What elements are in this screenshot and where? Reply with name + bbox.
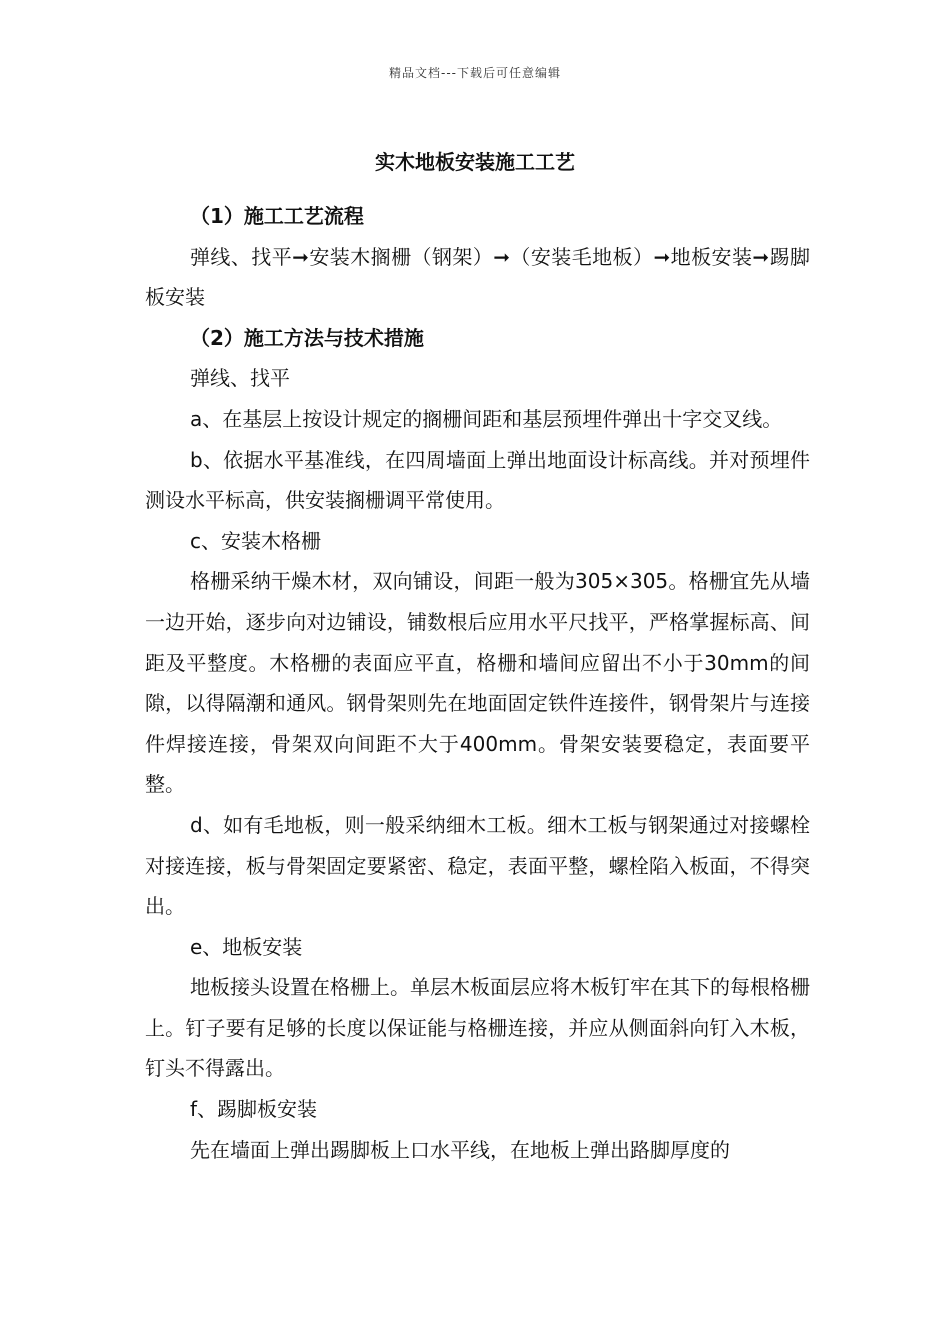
section-heading-methods: （2）施工方法与技术措施 (190, 325, 424, 350)
paragraph-item-b: b、依据水平基准线，在四周墙面上弹出地面设计标高线。并对预埋件测设水平标高，供安装搁栅调平常使用。 (145, 447, 810, 513)
page-header: 精品文档---下载后可任意编辑 (389, 66, 561, 80)
paragraph-process-flow: 弹线、找平➞安装木搁栅（钢架）➞（安装毛地板）➞地板安装➞踢脚板安装 (145, 244, 810, 310)
paragraph-step-marking: 弹线、找平 (190, 366, 290, 391)
paragraph-item-e-body: 地板接头设置在格栅上。单层木板面层应将木板钉牢在其下的每根格栅上。钉子要有足够的长度以保证能与格栅连接，并应从侧面斜向钉入木板，钉头不得露出。 (145, 975, 810, 1081)
paragraph-item-c: c、安装木格栅 (190, 528, 321, 553)
paragraph-item-a: a、在基层上按设计规定的搁栅间距和基层预埋件弹出十字交叉线。 (190, 406, 783, 431)
document-body (145, 196, 810, 1170)
paragraph-item-f-body: 先在墙面上弹出踢脚板上口水平线，在地板上弹出路脚厚度的 (190, 1137, 730, 1162)
section-heading-process: （1）施工工艺流程 (190, 204, 364, 228)
paragraph-item-e: e、地板安装 (190, 934, 303, 959)
document-title: 实木地板安装施工工艺 (375, 150, 575, 174)
paragraph-item-d: d、如有毛地板，则一般采纳细木工板。细木工板与钢架通过对接螺栓对接连接，板与骨架固定要紧密、稳定，表面平整，螺栓陷入板面，不得突出。 (145, 812, 810, 919)
paragraph-item-f: f、踢脚板安装 (190, 1097, 318, 1122)
paragraph-item-c-body: 格栅采纳干燥木材，双向铺设，间距一般为305×305。格栅宜先从墙一边开始，逐步向对边铺设，铺数根后应用水平尺找平，严格掌握标高、间距及平整度。木格栅的表面应平直，格栅和墙间应留出不小于30mm的间隙，以得隔潮和通风。钢骨架则先在地面固定铁件连接件，钢骨架片与连接件焊接连接，骨架双向间距不大于400mm。骨架安装要稳定，表面要平整。 (145, 569, 810, 797)
